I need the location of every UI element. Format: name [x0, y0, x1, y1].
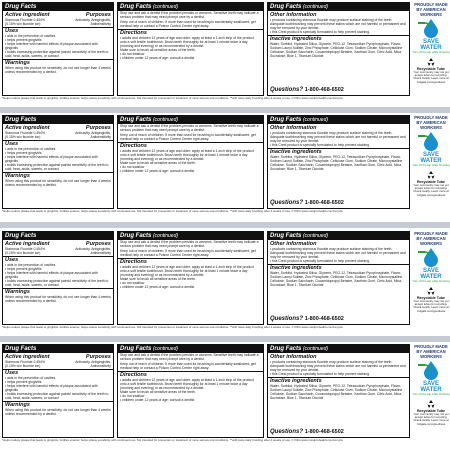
panel-title: Drug Facts (continued) [118, 3, 263, 11]
use-item: • helps prevent gingivitis [5, 267, 42, 271]
uses-list [3, 263, 113, 287]
water-drop-icon [415, 360, 447, 380]
drug-facts-panel-2 [117, 344, 264, 438]
direction-item: • children under 12 years of age: consult a dentist [120, 285, 195, 289]
footer-note: *Helps reduce plaque that leads to gingivitis, fortifies enamel, helps relieve sensitivity with continued use. Not intended for prevention or treatment of more serious oral conditions. **with twice daily brushing after 4 weeks of use. © P&G www.crestprohealth.com/recycle [2, 210, 343, 213]
other-info-header: Other information [270, 354, 317, 360]
directions-title: Directions [118, 142, 263, 149]
use-item: • aids in the prevention of cavities [5, 147, 56, 151]
panel-title: Drug Facts [3, 345, 113, 353]
drug-facts-panel-1 [2, 344, 114, 438]
save-water-text: SAVE WATER [420, 268, 442, 280]
inactive-text: Water, Sorbitol, Hydrated Silica, Glycerin, PEG-12, Tetrasodium Pyrophosphate, Flavor, Sodium Lauryl Sulfate, Zinc Phosphate, Cellulose Gum, Sodium Citrate, Microcrystalline Cellulose, Sodium Saccharin, Cocamidopropyl Betaine, Xanthan Gum, Citric Acid, Mica, Sucralose, Blue 1, Titanium Dioxide [270, 155, 403, 171]
proudly-made-text: PROUDLY MADE BY AMERICAN WORKERS [414, 344, 448, 359]
recycle-note: Your community may not yet accept tubes for recycling. Check locally. Learn more at Colgate.com/goodness [413, 298, 449, 313]
tagline-text: Turn off the tap while brushing [412, 163, 450, 167]
drug-facts-panel-1 [2, 115, 114, 209]
active-lines [3, 18, 113, 26]
active-name: (0.15% w/v fluoride ion) [5, 22, 41, 26]
stop-use-text: Stop use and ask a dentist if the problem persists or worsens. Sensitive teeth may indicate a serious problem that may need prompt care by a dentist. [120, 11, 259, 19]
active-name: Stannous Fluoride 0.454% [5, 360, 45, 364]
active-purpose: Antisensitivity [90, 251, 111, 255]
direction-item: • children under 12 years of age: consult a dentist [120, 398, 195, 402]
direction-item: • adults and children 12 years of age and older: apply at least a 1-inch strip of the product onto a soft bristle toothbrush. Brush teeth thoroughly for at least 1 minute twice a day (morning and evening) or as recommended by a dentist. [120, 149, 254, 161]
purposes-label: Purposes [85, 12, 111, 18]
inactive-text: Water, Sorbitol, Hydrated Silica, Glycerin, PEG-12, Tetrasodium Pyrophosphate, Flavor, Sodium Lauryl Sulfate, Zinc Phosphate, Cellulose Gum, Sodium Citrate, Microcrystalline Cellulose, Sodium Saccharin, Cocamidopropyl Betaine, Xanthan Gum, Citric Acid, Mica, Sucralose, Blue 1, Titanium Dioxide [270, 42, 403, 58]
active-purpose: Antisensitivity [90, 364, 111, 368]
proudly-made-text: PROUDLY MADE BY AMERICAN WORKERS [414, 231, 448, 246]
inactive-text: Water, Sorbitol, Hydrated Silica, Glycerin, PEG-12, Tetrasodium Pyrophosphate, Flavor, Sodium Lauryl Sulfate, Zinc Phosphate, Cellulose Gum, Sodium Citrate, Microcrystalline Cellulose, Sodium Saccharin, Cocamidopropyl Betaine, Xanthan Gum, Citric Acid, Mica, Sucralose, Blue 1, Titanium Dioxide [270, 384, 403, 400]
panel-title: Drug Facts (continued) [118, 116, 263, 124]
other-info-header: Other information [270, 125, 317, 131]
inactive-title: Inactive ingredients [268, 377, 409, 384]
warnings-text: When using this product for sensitivity, do not use longer than 4 weeks unless recommended by a dentist. [5, 295, 111, 303]
footer-note: *Helps reduce plaque that leads to gingivitis, fortifies enamel, helps relieve sensitivity with continued use. Not intended for prevention or treatment of more serious oral conditions. **with twice daily brushing after 4 weeks of use. © P&G www.crestprohealth.com/recycle [2, 97, 343, 100]
warnings-title: Warnings [3, 59, 113, 66]
purposes-label: Purposes [85, 354, 111, 360]
active-header [3, 240, 113, 247]
drug-facts-panel-3 [267, 2, 410, 96]
active-purpose: Antisensitivity [90, 22, 111, 26]
recycle-icon [426, 170, 436, 180]
active-ingredient-label: Active ingredient [5, 12, 50, 18]
side-panel [412, 115, 450, 215]
active-name: Stannous Fluoride 0.454% [5, 247, 45, 251]
panel-title: Drug Facts (continued) [118, 345, 263, 353]
keep-out-text: Keep out of reach of children. If more than used for brushing is accidentally swallowed, get medical help or contact a Poison Control Center right away. [120, 133, 256, 141]
use-item: • helps interfere with harmful effects of plaque associated with gingivitis [5, 155, 98, 163]
panel-title: Drug Facts (continued) [268, 232, 409, 240]
questions-line [270, 429, 344, 435]
other-info-header: Other information [270, 241, 317, 247]
other-item: • this Crest product is specially formulated to help prevent staining. [270, 372, 370, 376]
inactive-title: Inactive ingredients [268, 148, 409, 155]
use-item: • aids in the prevention of cavities [5, 263, 56, 267]
tagline-text: Turn off the tap while brushing [412, 392, 450, 396]
strip-divider [0, 222, 450, 228]
active-name: (0.15% w/v fluoride ion) [5, 135, 41, 139]
use-item: • helps prevent gingivitis [5, 38, 42, 42]
other-info-header: Other information [270, 12, 317, 18]
questions-line [270, 200, 344, 206]
other-item: • products containing stannous fluoride may produce surface staining of the teeth. Adequate toothbrushing may prevent these stains which are not harmful or permanent and may be removed by your dentist. [270, 360, 406, 372]
phone-number: 1-800-468-6502 [304, 200, 344, 206]
save-water-text: SAVE WATER [420, 152, 442, 164]
questions-label: Questions? [270, 200, 304, 206]
recyclable-tube-text: Recyclable Tube [416, 66, 446, 71]
direction-item: • do not swallow [120, 281, 145, 285]
use-item: • builds increasing protection against painful sensitivity of the teeth to cold, heat, acids, sweets, or contact [5, 279, 109, 287]
active-header [3, 11, 113, 18]
active-name: Stannous Fluoride 0.454% [5, 18, 45, 22]
direction-item: • children under 12 years of age: consult a dentist [120, 169, 195, 173]
uses-title: Uses [3, 256, 113, 263]
warnings-title: Warnings [3, 288, 113, 295]
direction-item: Make sure to brush all sensitive areas of the teeth. [120, 161, 196, 165]
proudly-made-text: PROUDLY MADE BY AMERICAN WORKERS [414, 2, 448, 17]
questions-label: Questions? [270, 87, 304, 93]
direction-item: • children under 12 years of age: consult a dentist [120, 56, 195, 60]
use-item: • helps interfere with harmful effects of plaque associated with gingivitis [5, 271, 98, 279]
drug-facts-panel-2 [117, 2, 264, 96]
use-item: • builds increasing protection against painful sensitivity of the teeth to cold, heat, acids, sweets, or contact [5, 392, 109, 400]
use-item: • helps prevent gingivitis [5, 380, 42, 384]
panel-title: Drug Facts [3, 3, 113, 11]
direction-item: • do not swallow [120, 165, 145, 169]
directions-list [118, 149, 263, 173]
questions-label: Questions? [270, 316, 304, 322]
direction-item: • adults and children 12 years of age and older: apply at least a 1-inch strip of the product onto a soft bristle toothbrush. Brush teeth thoroughly for at least 1 minute twice a day (morning and evening) or as recommended by a dentist. [120, 36, 254, 48]
keep-out-text: Keep out of reach of children. If more than used for brushing is accidentally swallowed, get medical help or contact a Poison Control Center right away. [120, 20, 256, 28]
directions-title: Directions [118, 371, 263, 378]
active-lines [3, 247, 113, 255]
water-drop-icon [415, 247, 447, 267]
directions-list [118, 265, 263, 289]
active-ingredient-label: Active ingredient [5, 125, 50, 131]
use-item: • builds increasing protection against painful sensitivity of the teeth to cold, heat, acids, sweets, or contact [5, 50, 109, 58]
use-item: • helps prevent gingivitis [5, 151, 42, 155]
footer-note: *Helps reduce plaque that leads to gingivitis, fortifies enamel, helps relieve sensitivity with continued use. Not intended for prevention or treatment of more serious oral conditions. **with twice daily brushing after 4 weeks of use. © P&G www.crestprohealth.com/recycle [2, 439, 343, 442]
other-item: • this Crest product is specially formulated to help prevent staining. [270, 259, 370, 263]
active-lines [3, 131, 113, 139]
directions-list [118, 36, 263, 60]
active-purpose: Antisensitivity [90, 135, 111, 139]
other-info-list [268, 247, 409, 263]
use-item: • aids in the prevention of cavities [5, 34, 56, 38]
warnings-text: When using this product for sensitivity, do not use longer than 4 weeks unless recommended by a dentist. [5, 66, 111, 74]
label-strip [0, 342, 450, 450]
warnings-title: Warnings [3, 401, 113, 408]
stop-use-text: Stop use and ask a dentist if the problem persists or worsens. Sensitive teeth may indicate a serious problem that may need prompt care by a dentist. [120, 353, 259, 361]
questions-line [270, 316, 344, 322]
questions-line [270, 87, 344, 93]
panel-title: Drug Facts [3, 116, 113, 124]
use-item: • aids in the prevention of cavities [5, 376, 56, 380]
other-item: • products containing stannous fluoride may produce surface staining of the teeth. Adequate toothbrushing may prevent these stains which are not harmful or permanent and may be removed by your dentist. [270, 247, 406, 259]
recycle-icon [426, 399, 436, 409]
inactive-title: Inactive ingredients [268, 35, 409, 42]
uses-title: Uses [3, 27, 113, 34]
purposes-label: Purposes [85, 125, 111, 131]
directions-title: Directions [118, 258, 263, 265]
other-info-list [268, 18, 409, 34]
phone-number: 1-800-468-6502 [304, 316, 344, 322]
panel-title: Drug Facts (continued) [268, 345, 409, 353]
drug-facts-panel-2 [117, 231, 264, 325]
label-strip [0, 0, 450, 108]
other-item: • products containing stannous fluoride may produce surface staining of the teeth. Adequate toothbrushing may prevent these stains which are not harmful or permanent and may be removed by your dentist. [270, 18, 406, 30]
save-water-text: SAVE WATER [420, 39, 442, 51]
directions-title: Directions [118, 29, 263, 36]
active-lines [3, 360, 113, 368]
active-purpose: Anticavity, Antigingivitis, [75, 360, 111, 364]
uses-title: Uses [3, 369, 113, 376]
recyclable-tube-text: Recyclable Tube [416, 179, 446, 184]
phone-number: 1-800-468-6502 [304, 87, 344, 93]
warnings-text: When using this product for sensitivity, do not use longer than 4 weeks unless recommended by a dentist. [5, 179, 111, 187]
active-header [3, 353, 113, 360]
warnings-title: Warnings [3, 172, 113, 179]
tagline-text: Turn off the tap while brushing [412, 50, 450, 54]
panel-title: Drug Facts (continued) [118, 232, 263, 240]
stop-use-text: Stop use and ask a dentist if the problem persists or worsens. Sensitive teeth may indicate a serious problem that may need prompt care by a dentist. [120, 124, 259, 132]
water-drop-icon [415, 131, 447, 151]
footer-note: *Helps reduce plaque that leads to gingivitis, fortifies enamel, helps relieve sensitivity with continued use. Not intended for prevention or treatment of more serious oral conditions. **with twice daily brushing after 4 weeks of use. © P&G www.crestprohealth.com/recycle [2, 326, 343, 329]
recycle-note: Your community may not yet accept tubes for recycling. Check locally. Learn more at Colgate.com/goodness [413, 411, 449, 426]
recyclable-tube-text: Recyclable Tube [416, 295, 446, 300]
inactive-title: Inactive ingredients [268, 264, 409, 271]
drug-facts-panel-3 [267, 115, 410, 209]
recycle-icon [426, 57, 436, 67]
purposes-label: Purposes [85, 241, 111, 247]
phone-number: 1-800-468-6502 [304, 429, 344, 435]
keep-out-text: Keep out of reach of children. If more than used for brushing is accidentally swallowed, get medical help or contact a Poison Control Center right away. [120, 362, 256, 370]
save-water-text: SAVE WATER [420, 381, 442, 393]
use-item: • builds increasing protection against painful sensitivity of the teeth to cold, heat, acids, sweets, or contact [5, 163, 109, 171]
direction-item: • do not swallow [120, 394, 145, 398]
other-info-list [268, 360, 409, 376]
keep-out-text: Keep out of reach of children. If more than used for brushing is accidentally swallowed, get medical help or contact a Poison Control Center right away. [120, 249, 256, 257]
recycle-note: Your community may not yet accept tubes for recycling. Check locally. Learn more at Colgate.com/goodness [413, 69, 449, 84]
side-panel [412, 231, 450, 331]
stop-use-text: Stop use and ask a dentist if the problem persists or worsens. Sensitive teeth may indicate a serious problem that may need prompt care by a dentist. [120, 240, 259, 248]
direction-item: Make sure to brush all sensitive areas of the teeth. [120, 48, 196, 52]
other-item: • products containing stannous fluoride may produce surface staining of the teeth. Adequate toothbrushing may prevent these stains which are not harmful or permanent and may be removed by your dentist. [270, 131, 406, 143]
directions-list [118, 378, 263, 402]
drug-facts-panel-2 [117, 115, 264, 209]
direction-item: Make sure to brush all sensitive areas of the teeth. [120, 390, 196, 394]
active-ingredient-label: Active ingredient [5, 241, 50, 247]
direction-item: • do not swallow [120, 52, 145, 56]
use-item: • helps interfere with harmful effects of plaque associated with gingivitis [5, 42, 98, 50]
panel-title: Drug Facts [3, 232, 113, 240]
drug-facts-panel-1 [2, 231, 114, 325]
recyclable-tube-text: Recyclable Tube [416, 408, 446, 413]
active-name: Stannous Fluoride 0.454% [5, 131, 45, 135]
uses-list [3, 376, 113, 400]
direction-item: • adults and children 12 years of age and older: apply at least a 1-inch strip of the product onto a soft bristle toothbrush. Brush teeth thoroughly for at least 1 minute twice a day (morning and evening) or as recommended by a dentist. [120, 378, 254, 390]
recycle-icon [426, 286, 436, 296]
active-name: (0.15% w/v fluoride ion) [5, 251, 41, 255]
active-header [3, 124, 113, 131]
warnings-text: When using this product for sensitivity, do not use longer than 4 weeks unless recommended by a dentist. [5, 408, 111, 416]
label-strip [0, 113, 450, 221]
uses-list [3, 147, 113, 171]
direction-item: • adults and children 12 years of age and older: apply at least a 1-inch strip of the product onto a soft bristle toothbrush. Brush teeth thoroughly for at least 1 minute twice a day (morning and evening) or as recommended by a dentist. [120, 265, 254, 277]
direction-item: Make sure to brush all sensitive areas of the teeth. [120, 277, 196, 281]
active-purpose: Anticavity, Antigingivitis, [75, 131, 111, 135]
water-drop-icon [415, 18, 447, 38]
active-purpose: Anticavity, Antigingivitis, [75, 18, 111, 22]
active-ingredient-label: Active ingredient [5, 354, 50, 360]
panel-title: Drug Facts (continued) [268, 116, 409, 124]
questions-label: Questions? [270, 429, 304, 435]
panel-title: Drug Facts (continued) [268, 3, 409, 11]
proudly-made-text: PROUDLY MADE BY AMERICAN WORKERS [414, 115, 448, 130]
label-strip [0, 229, 450, 337]
tagline-text: Turn off the tap while brushing [412, 279, 450, 283]
other-item: • this Crest product is specially formulated to help prevent staining. [270, 30, 370, 34]
side-panel [412, 344, 450, 444]
other-info-list [268, 131, 409, 147]
inactive-text: Water, Sorbitol, Hydrated Silica, Glycerin, PEG-12, Tetrasodium Pyrophosphate, Flavor, Sodium Lauryl Sulfate, Zinc Phosphate, Cellulose Gum, Sodium Citrate, Microcrystalline Cellulose, Sodium Saccharin, Cocamidopropyl Betaine, Xanthan Gum, Citric Acid, Mica, Sucralose, Blue 1, Titanium Dioxide [270, 271, 403, 287]
recycle-note: Your community may not yet accept tubes for recycling. Check locally. Learn more at Colgate.com/goodness [413, 182, 449, 197]
use-item: • helps interfere with harmful effects of plaque associated with gingivitis [5, 384, 98, 392]
drug-facts-panel-3 [267, 231, 410, 325]
uses-list [3, 34, 113, 58]
drug-facts-panel-1 [2, 2, 114, 96]
drug-facts-panel-3 [267, 344, 410, 438]
side-panel [412, 2, 450, 102]
other-item: • this Crest product is specially formulated to help prevent staining. [270, 143, 370, 147]
active-purpose: Anticavity, Antigingivitis, [75, 247, 111, 251]
active-name: (0.15% w/v fluoride ion) [5, 364, 41, 368]
uses-title: Uses [3, 140, 113, 147]
